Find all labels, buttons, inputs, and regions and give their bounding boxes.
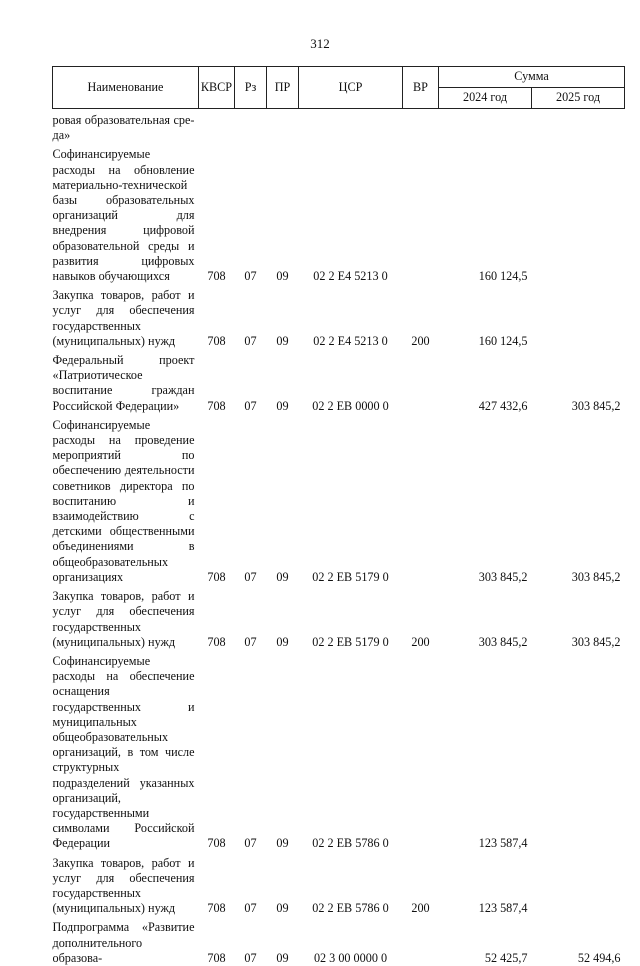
cell-name: Закупка товаров, работ и услуг для обеспечения государственных (муниципальных) нужд bbox=[52, 855, 195, 916]
cell-2025 bbox=[532, 143, 625, 284]
cell-vr bbox=[403, 349, 439, 414]
cell-tsr: 02 2 EB 5179 0 bbox=[312, 634, 389, 649]
cell-name: Федеральный проект «Патриотическое воспитание граждан Российской Федерации» bbox=[52, 353, 195, 413]
cell-2024: 123 587,4 bbox=[478, 836, 528, 851]
cell-vr: 200 bbox=[411, 901, 430, 916]
cell-vr: 200 bbox=[411, 333, 430, 348]
cell-pr bbox=[267, 109, 299, 144]
cell-2025: 303 845,2 bbox=[571, 398, 621, 413]
cell-2024: 52 425,7 bbox=[484, 950, 528, 965]
cell-tsr: 02 2 E4 5213 0 bbox=[313, 333, 388, 348]
cell-2025 bbox=[532, 284, 625, 349]
table-row bbox=[53, 916, 625, 966]
cell-tsr: 02 2 EB 5179 0 bbox=[312, 569, 389, 584]
cell-rz: 07 bbox=[244, 836, 257, 851]
header-year-2024: 2024 год bbox=[439, 88, 532, 109]
table-row bbox=[53, 852, 625, 917]
cell-kvsr: 708 bbox=[207, 569, 226, 584]
cell-2024: 123 587,4 bbox=[478, 901, 528, 916]
cell-pr: 09 bbox=[276, 901, 289, 916]
header-name: Наименование bbox=[53, 67, 199, 109]
budget-table bbox=[52, 66, 625, 966]
cell-2025 bbox=[532, 650, 625, 852]
page-number: 312 bbox=[310, 36, 330, 51]
cell-2025 bbox=[532, 109, 625, 144]
cell-2025 bbox=[532, 852, 625, 917]
header-sum: Сумма bbox=[439, 67, 625, 88]
cell-pr: 09 bbox=[276, 950, 289, 965]
cell-pr: 09 bbox=[276, 269, 289, 284]
cell-kvsr bbox=[199, 109, 235, 144]
table-row bbox=[53, 650, 625, 852]
table-row bbox=[53, 585, 625, 650]
cell-vr bbox=[403, 143, 439, 284]
cell-pr: 09 bbox=[276, 569, 289, 584]
header-tsr: ЦСР bbox=[299, 67, 403, 109]
cell-pr: 09 bbox=[276, 836, 289, 851]
cell-kvsr: 708 bbox=[207, 398, 226, 413]
cell-name: Софинансируемые расходы на обновление материально-технической базы образовательных организаций для внедрения цифровой образовательной среды и развития цифровых навыков обучающихся bbox=[52, 147, 195, 284]
header-rz: Рз bbox=[235, 67, 267, 109]
cell-kvsr: 708 bbox=[207, 901, 226, 916]
table-row bbox=[53, 414, 625, 585]
cell-2024: 427 432,6 bbox=[478, 398, 528, 413]
cell-rz bbox=[235, 109, 267, 144]
cell-kvsr: 708 bbox=[207, 634, 226, 649]
cell-kvsr: 708 bbox=[207, 269, 226, 284]
cell-rz: 07 bbox=[244, 634, 257, 649]
cell-2024: 160 124,5 bbox=[478, 269, 528, 284]
cell-name: ровая образовательная сре-да» bbox=[52, 113, 195, 143]
cell-name: Софинансируемые расходы на проведение мероприятий по обеспечению деятельности советников директора по воспитанию и взаимодействию с детскими общественными объединениями в общеобразовательных организациях bbox=[52, 417, 195, 584]
cell-2024: 303 845,2 bbox=[478, 634, 528, 649]
cell-rz: 07 bbox=[244, 950, 257, 965]
cell-pr: 09 bbox=[276, 333, 289, 348]
cell-2024 bbox=[439, 109, 532, 144]
cell-name: Закупка товаров, работ и услуг для обеспечения государственных (муниципальных) нужд bbox=[52, 288, 195, 348]
cell-2025: 303 845,2 bbox=[571, 569, 621, 584]
header-kvsr: КВСР bbox=[199, 67, 235, 109]
header-vr: ВР bbox=[403, 67, 439, 109]
cell-tsr: 02 2 E4 5213 0 bbox=[313, 269, 388, 284]
cell-tsr bbox=[299, 109, 403, 144]
cell-name: Софинансируемые расходы на обеспечение оснащения государственных и муниципальных общеобразовательных организаций, в том числе структурных подразделений указанных организаций, государственными символами Российской Федерации bbox=[52, 653, 195, 851]
cell-name: Подпрограмма «Развитие дополнительного образова- bbox=[52, 920, 195, 965]
cell-tsr: 02 2 EB 5786 0 bbox=[312, 836, 389, 851]
cell-rz: 07 bbox=[244, 901, 257, 916]
cell-2024: 160 124,5 bbox=[478, 333, 528, 348]
cell-2025: 52 494,6 bbox=[577, 950, 621, 965]
cell-vr: 200 bbox=[411, 634, 430, 649]
table-row bbox=[53, 349, 625, 414]
cell-vr bbox=[403, 414, 439, 585]
cell-rz: 07 bbox=[244, 333, 257, 348]
cell-tsr: 02 2 EB 0000 0 bbox=[312, 398, 389, 413]
cell-rz: 07 bbox=[244, 269, 257, 284]
cell-kvsr: 708 bbox=[207, 836, 226, 851]
header-pr: ПР bbox=[267, 67, 299, 109]
cell-vr bbox=[403, 650, 439, 852]
table-row bbox=[53, 109, 625, 144]
header-year-2025: 2025 год bbox=[532, 88, 625, 109]
cell-pr: 09 bbox=[276, 398, 289, 413]
cell-tsr: 02 3 00 0000 0 bbox=[313, 950, 388, 965]
table-body bbox=[53, 109, 625, 966]
cell-tsr: 02 2 EB 5786 0 bbox=[312, 901, 389, 916]
table-row bbox=[53, 284, 625, 349]
cell-rz: 07 bbox=[244, 398, 257, 413]
cell-vr bbox=[403, 109, 439, 144]
table-row bbox=[53, 143, 625, 284]
cell-rz: 07 bbox=[244, 569, 257, 584]
cell-2024: 303 845,2 bbox=[478, 569, 528, 584]
cell-kvsr: 708 bbox=[207, 950, 226, 965]
cell-kvsr: 708 bbox=[207, 333, 226, 348]
cell-pr: 09 bbox=[276, 634, 289, 649]
cell-vr bbox=[403, 916, 439, 966]
cell-2025: 303 845,2 bbox=[571, 634, 621, 649]
cell-name: Закупка товаров, работ и услуг для обеспечения государственных (муниципальных) нужд bbox=[52, 589, 195, 649]
